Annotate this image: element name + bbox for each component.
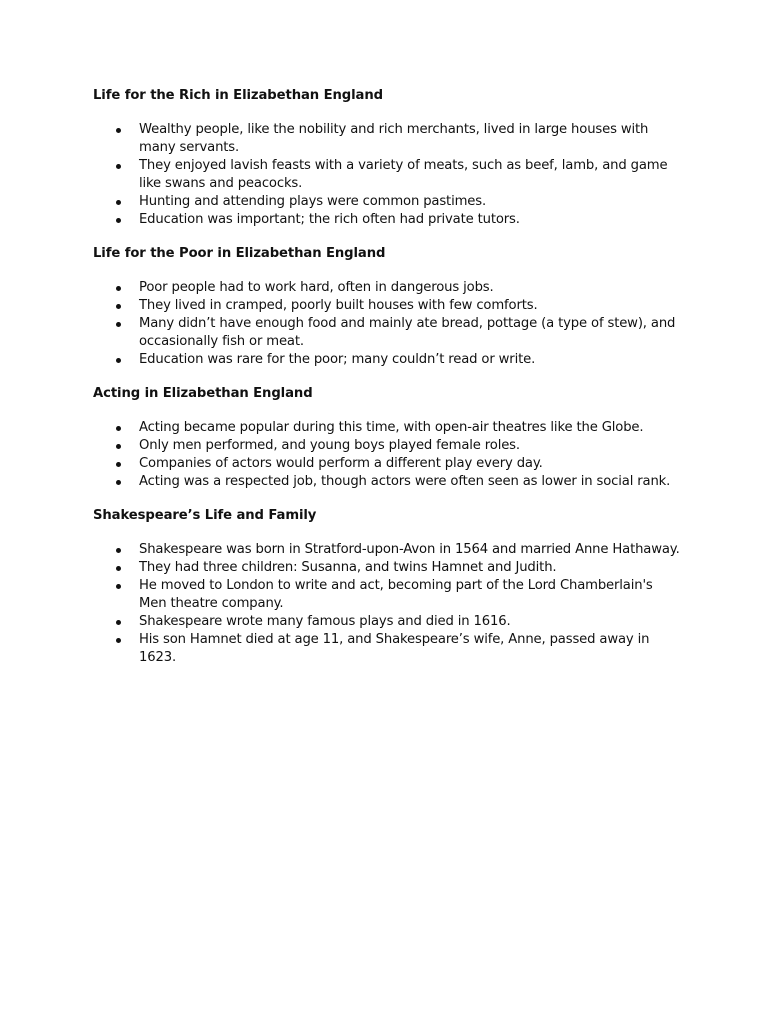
list-item-text: Hunting and attending plays were common pastimes. bbox=[139, 194, 487, 209]
list-item-text: Only men performed, and young boys played female roles. bbox=[139, 438, 520, 453]
section-heading: Life for the Rich in Elizabethan England bbox=[93, 88, 383, 103]
section-poor bbox=[93, 245, 683, 369]
bullet-list bbox=[93, 121, 683, 229]
list-item-text: Education was important; the rich often had private tutors. bbox=[139, 212, 520, 227]
bullet-list bbox=[93, 541, 683, 667]
bullet-icon bbox=[116, 286, 121, 291]
section-heading: Acting in Elizabethan England bbox=[93, 386, 313, 401]
section-shakespeare bbox=[93, 507, 683, 667]
bullet-list bbox=[93, 419, 683, 491]
bullet-list bbox=[93, 279, 683, 369]
list-item-text: Education was rare for the poor; many couldn’t read or write. bbox=[139, 352, 536, 367]
bullet-icon bbox=[116, 304, 121, 309]
bullet-icon bbox=[116, 620, 121, 625]
bullet-icon bbox=[116, 566, 121, 571]
list-item-text: Acting became popular during this time, with open-air theatres like the Globe. bbox=[139, 420, 644, 435]
list-item-text: Acting was a respected job, though actors were often seen as lower in social rank. bbox=[139, 474, 671, 489]
section-acting bbox=[93, 385, 683, 491]
bullet-icon bbox=[116, 426, 121, 431]
list-item-text: Poor people had to work hard, often in dangerous jobs. bbox=[139, 280, 494, 295]
document-page bbox=[93, 87, 683, 683]
bullet-icon bbox=[116, 200, 121, 205]
list-item bbox=[93, 193, 683, 211]
list-item-text: They enjoyed lavish feasts with a variety of meats, such as beef, lamb, and game like swans and peacocks. bbox=[139, 158, 668, 191]
section-rich bbox=[93, 87, 683, 229]
bullet-icon bbox=[116, 462, 121, 467]
bullet-icon bbox=[116, 218, 121, 223]
list-item bbox=[93, 419, 683, 437]
list-item-text: He moved to London to write and act, becoming part of the Lord Chamberlain's Men theatre company. bbox=[139, 578, 653, 611]
bullet-icon bbox=[116, 322, 121, 327]
list-item bbox=[93, 631, 683, 667]
list-item-text: Wealthy people, like the nobility and rich merchants, lived in large houses with many servants. bbox=[139, 122, 649, 155]
list-item-text: They had three children: Susanna, and twins Hamnet and Judith. bbox=[139, 560, 557, 575]
section-heading: Shakespeare’s Life and Family bbox=[93, 508, 317, 523]
list-item bbox=[93, 315, 683, 351]
list-item bbox=[93, 455, 683, 473]
list-item bbox=[93, 577, 683, 613]
bullet-icon bbox=[116, 548, 121, 553]
list-item bbox=[93, 437, 683, 455]
list-item bbox=[93, 157, 683, 193]
bullet-icon bbox=[116, 638, 121, 643]
list-item-text: They lived in cramped, poorly built houses with few comforts. bbox=[139, 298, 538, 313]
list-item-text: Many didn’t have enough food and mainly ate bread, pottage (a type of stew), and occasionally fish or meat. bbox=[139, 316, 676, 349]
list-item bbox=[93, 211, 683, 229]
list-item bbox=[93, 559, 683, 577]
list-item-text: Companies of actors would perform a different play every day. bbox=[139, 456, 543, 471]
list-item-text: Shakespeare was born in Stratford-upon-Avon in 1564 and married Anne Hathaway. bbox=[139, 542, 680, 557]
bullet-icon bbox=[116, 584, 121, 589]
list-item bbox=[93, 613, 683, 631]
section-heading: Life for the Poor in Elizabethan England bbox=[93, 246, 386, 261]
list-item bbox=[93, 473, 683, 491]
list-item bbox=[93, 121, 683, 157]
bullet-icon bbox=[116, 358, 121, 363]
bullet-icon bbox=[116, 444, 121, 449]
bullet-icon bbox=[116, 480, 121, 485]
bullet-icon bbox=[116, 128, 121, 133]
list-item-text: Shakespeare wrote many famous plays and died in 1616. bbox=[139, 614, 511, 629]
list-item bbox=[93, 351, 683, 369]
list-item bbox=[93, 279, 683, 297]
bullet-icon bbox=[116, 164, 121, 169]
list-item bbox=[93, 297, 683, 315]
list-item bbox=[93, 541, 683, 559]
list-item-text: His son Hamnet died at age 11, and Shakespeare’s wife, Anne, passed away in 1623. bbox=[139, 632, 650, 665]
